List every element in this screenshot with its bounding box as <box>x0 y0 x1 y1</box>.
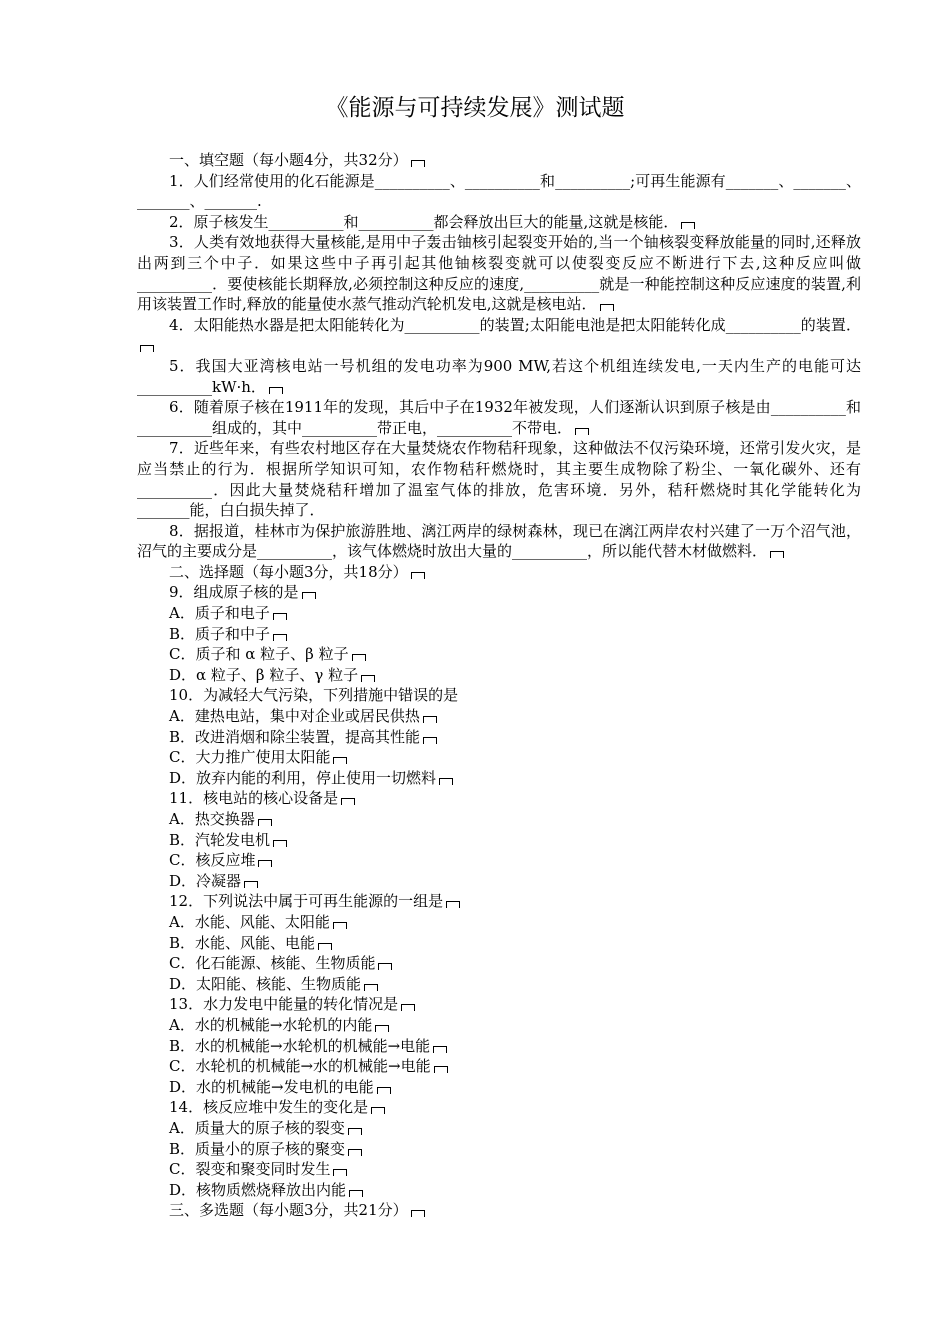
paragraph-mark-icon <box>434 1066 448 1073</box>
choice-option: C．大力推广使用太阳能 <box>137 747 861 768</box>
choice-option: C．质子和 α 粒子、β 粒子 <box>137 644 861 665</box>
choice-question-list <box>137 582 861 1200</box>
paragraph-mark-icon <box>352 654 366 661</box>
choice-option: A．建热电站，集中对企业或居民供热 <box>137 706 861 727</box>
paragraph-mark-icon <box>411 160 425 167</box>
fill-question: 6．随着原子核在1911年的发现，其后中子在1932年被发现，人们逐渐认识到原子核是由__________和__________组成的，其中__________带正电，__________不带电． <box>137 398 861 437</box>
paragraph-mark-icon <box>401 1004 415 1011</box>
choice-option: B．质量小的原子核的聚变 <box>137 1139 861 1160</box>
fill-question-list <box>137 171 861 562</box>
choice-question: 13．水力发电中能量的转化情况是 <box>137 994 861 1015</box>
paragraph-mark-icon <box>361 675 375 682</box>
paragraph-mark-icon <box>600 304 614 311</box>
choice-option: B．改进消烟和除尘装置，提高其性能 <box>137 727 861 748</box>
paragraph-mark-icon <box>140 345 154 352</box>
paragraph-mark-icon <box>333 1169 347 1176</box>
choice-option: A．热交换器 <box>137 809 861 830</box>
paragraph-mark-icon <box>273 634 287 641</box>
paragraph-mark-icon <box>411 572 425 579</box>
paragraph-mark-icon <box>423 716 437 723</box>
choice-question: 14．核反应堆中发生的变化是 <box>137 1097 861 1118</box>
choice-option: B．汽轮发电机 <box>137 830 861 851</box>
paragraph-mark-icon <box>244 881 258 888</box>
paragraph-mark-icon <box>348 1149 362 1156</box>
fill-question: 2．原子核发生__________和__________都会释放出巨大的能量,这就是核能． <box>137 212 861 233</box>
section-heading-choice: 二、选择题（每小题3分，共18分） <box>137 562 861 583</box>
choice-option: D．冷凝器 <box>137 871 861 892</box>
paragraph-mark-icon <box>375 1025 389 1032</box>
choice-option: D．α 粒子、β 粒子、γ 粒子 <box>137 665 861 686</box>
choice-option: C．核反应堆 <box>137 850 861 871</box>
paragraph-mark-icon <box>411 1210 425 1217</box>
paragraph-mark-icon <box>258 860 272 867</box>
choice-option: D．太阳能、核能、生物质能 <box>137 974 861 995</box>
choice-option: A．水能、风能、太阳能 <box>137 912 861 933</box>
paragraph-mark-icon <box>318 943 332 950</box>
choice-question: 9．组成原子核的是 <box>137 582 861 603</box>
choice-option: B．水的机械能→水轮机的机械能→电能 <box>137 1036 861 1057</box>
paragraph-mark-icon <box>364 984 378 991</box>
choice-question: 10．为减轻大气污染，下列措施中错误的是 <box>169 686 459 705</box>
paragraph-mark-icon <box>349 1190 363 1197</box>
paragraph-mark-icon <box>273 613 287 620</box>
choice-option: D．放弃内能的利用，停止使用一切燃料 <box>137 768 861 789</box>
paragraph-mark-icon <box>446 901 460 908</box>
choice-option: A．质子和电子 <box>137 603 861 624</box>
section-heading-multi: 三、多选题（每小题3分，共21分） <box>137 1200 861 1221</box>
fill-question: 3．人类有效地获得大量核能,是用中子轰击铀核引起裂变开始的,当一个铀核裂变释放能量的同时,还释放出两到三个中子．如果这些中子再引起其他铀核裂变就可以使裂变反应不断进行下去,这种反应叫做__________．要使核能长期释放,必须控制这种反应的速度,__________就是一种能控制这种反应速度的装置,利用该装置工作时,释放的能量使水蒸气推动汽轮机发电,这就是核电站． <box>137 233 861 314</box>
fill-question: 1．人们经常使用的化石能源是__________、__________和__________;可再生能源有_______、_______、_______、_______. <box>137 171 861 211</box>
choice-option: C．裂变和聚变同时发生 <box>137 1159 861 1180</box>
fill-question: 5．我国大亚湾核电站一号机组的发电功率为900 MW,若这个机组连续发电,一天内生产的电能可达__________kW·h． <box>137 356 861 396</box>
choice-option: B．质子和中子 <box>137 624 861 645</box>
choice-question: 11．核电站的核心设备是 <box>137 788 861 809</box>
paragraph-mark-icon <box>371 1107 385 1114</box>
paragraph-mark-icon <box>377 1087 391 1094</box>
paragraph-mark-icon <box>258 819 272 826</box>
choice-option: C．化石能源、核能、生物质能 <box>137 953 861 974</box>
paragraph-mark-icon <box>269 387 283 394</box>
paragraph-mark-icon <box>575 428 589 435</box>
choice-option: C．水轮机的机械能→水的机械能→电能 <box>137 1056 861 1077</box>
choice-option: A．水的机械能→水轮机的内能 <box>137 1015 861 1036</box>
fill-question: 8．据报道，桂林市为保护旅游胜地、漓江两岸的绿树森林，现已在漓江两岸农村兴建了一万个沼气池，沼气的主要成分是__________，该气体燃烧时放出大量的__________，所以能代替木材做燃料． <box>137 521 861 561</box>
paragraph-mark-icon <box>333 922 347 929</box>
fill-question: 7．近些年来，有些农村地区存在大量焚烧农作物秸秆现象，这种做法不仅污染环境，还常引发火灾，是应当禁止的行为．根据所学知识可知，农作物秸秆燃烧时，其主要生成物除了粉尘、一氧化碳外、还有__________．因此大量焚烧秸秆增加了温室气体的排放，危害环境．另外，秸秆燃烧时其化学能转化为_______能，白白损失掉了． <box>137 439 861 520</box>
choice-option: D．水的机械能→发电机的电能 <box>137 1077 861 1098</box>
document-body <box>137 150 861 1221</box>
fill-question: 4．太阳能热水器是把太阳能转化为__________的装置;太阳能电池是把太阳能转化成__________的装置． <box>137 315 861 356</box>
choice-option: D．核物质燃烧释放出内能 <box>137 1180 861 1201</box>
paragraph-mark-icon <box>341 798 355 805</box>
paragraph-mark-icon <box>273 840 287 847</box>
paragraph-mark-icon <box>333 757 347 764</box>
page-title: 《能源与可持续发展》测试题 <box>325 95 625 121</box>
paragraph-mark-icon <box>348 1128 362 1135</box>
paragraph-mark-icon <box>378 963 392 970</box>
paragraph-mark-icon <box>302 592 316 599</box>
paragraph-mark-icon <box>681 222 695 229</box>
choice-question: 12．下列说法中属于可再生能源的一组是 <box>137 891 861 912</box>
paragraph-mark-icon <box>770 551 784 558</box>
paragraph-mark-icon <box>433 1046 447 1053</box>
choice-option: A．质量大的原子核的裂变 <box>137 1118 861 1139</box>
section-heading-fill: 一、填空题（每小题4分，共32分） <box>137 150 861 171</box>
paragraph-mark-icon <box>423 737 437 744</box>
choice-option: B．水能、风能、电能 <box>137 933 861 954</box>
paragraph-mark-icon <box>439 778 453 785</box>
